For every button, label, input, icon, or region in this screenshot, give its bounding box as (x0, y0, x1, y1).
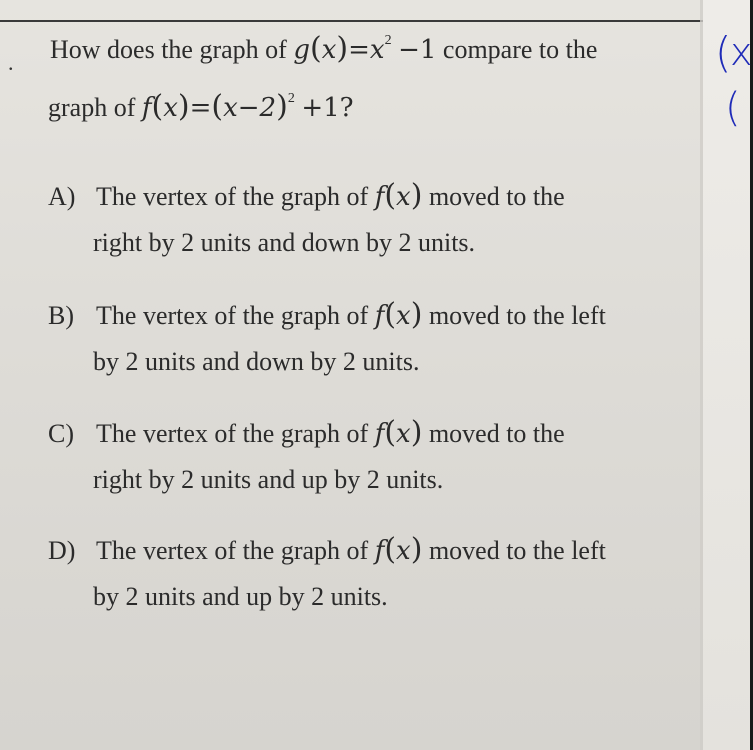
choice-fname: f (374, 419, 385, 449)
g-rhs-base: x (369, 35, 385, 65)
choice-letter: B) (48, 301, 74, 330)
choice-c[interactable] (48, 410, 565, 503)
choice-post: moved to the (428, 182, 565, 211)
left-margin-dot: . (8, 50, 14, 75)
equals-sign: = (189, 93, 212, 123)
close-paren: ) (410, 178, 423, 213)
choice-fname: f (374, 301, 385, 331)
question-prefix: How does the graph of (50, 35, 287, 64)
choice-pre: The vertex of the graph of (96, 536, 369, 565)
close-paren: ) (410, 415, 423, 450)
open-paren: ( (384, 297, 397, 332)
top-border-line (0, 20, 703, 22)
choice-letter: D) (48, 536, 76, 565)
question-compare: compare to the (442, 35, 598, 64)
question-line-2 (48, 90, 354, 125)
close-paren: ) (336, 31, 349, 66)
choice-post: moved to the left (428, 536, 606, 565)
close-paren: ) (410, 532, 423, 567)
open-paren: ( (384, 415, 397, 450)
choice-line-2: by 2 units and up by 2 units. (93, 582, 388, 611)
g-function-name: g (293, 35, 310, 65)
open-paren: ( (211, 89, 224, 124)
open-paren: ( (384, 532, 397, 567)
equals-sign: = (348, 35, 370, 65)
choice-fvar: x (396, 536, 411, 566)
f-variable: x (163, 93, 178, 123)
handwritten-paren-mark: ( (715, 28, 732, 77)
f-function-name: f (141, 93, 152, 123)
g-rhs-tail: −1 (398, 35, 437, 65)
close-paren: ) (410, 297, 423, 332)
choice-line-2: by 2 units and down by 2 units. (93, 347, 420, 376)
choice-pre: The vertex of the graph of (96, 301, 369, 330)
choice-a[interactable] (48, 173, 565, 266)
choice-fname: f (374, 182, 385, 212)
open-paren: ( (151, 89, 164, 124)
choice-letter: C) (48, 419, 74, 448)
question-line2-prefix: graph of (48, 93, 136, 122)
close-paren: ) (276, 89, 288, 124)
choice-fvar: x (396, 182, 411, 212)
handwritten-paren-mark-2: ( (725, 85, 741, 131)
choice-pre: The vertex of the graph of (96, 182, 369, 211)
g-variable: x (321, 35, 337, 65)
handwritten-x-mark: x (730, 30, 753, 74)
choice-fname: f (374, 536, 385, 566)
choice-line-2: right by 2 units and down by 2 units. (93, 228, 476, 257)
choice-post: moved to the left (428, 301, 606, 330)
choice-pre: The vertex of the graph of (96, 419, 369, 448)
choice-fvar: x (396, 301, 411, 331)
choice-fvar: x (396, 419, 411, 449)
f-inner-expression: x−2 (223, 93, 277, 123)
open-paren: ( (310, 31, 322, 66)
choice-b[interactable] (48, 292, 606, 385)
choice-post: moved to the (428, 419, 565, 448)
close-paren: ) (177, 89, 190, 124)
question-line-1 (50, 32, 597, 67)
g-exponent: 2 (384, 33, 392, 48)
choice-letter: A) (48, 182, 76, 211)
choice-d[interactable] (48, 527, 606, 620)
f-tail: +1? (301, 93, 354, 123)
choice-line-2: right by 2 units and up by 2 units. (93, 465, 444, 494)
f-exponent: 2 (287, 91, 295, 106)
open-paren: ( (384, 178, 397, 213)
